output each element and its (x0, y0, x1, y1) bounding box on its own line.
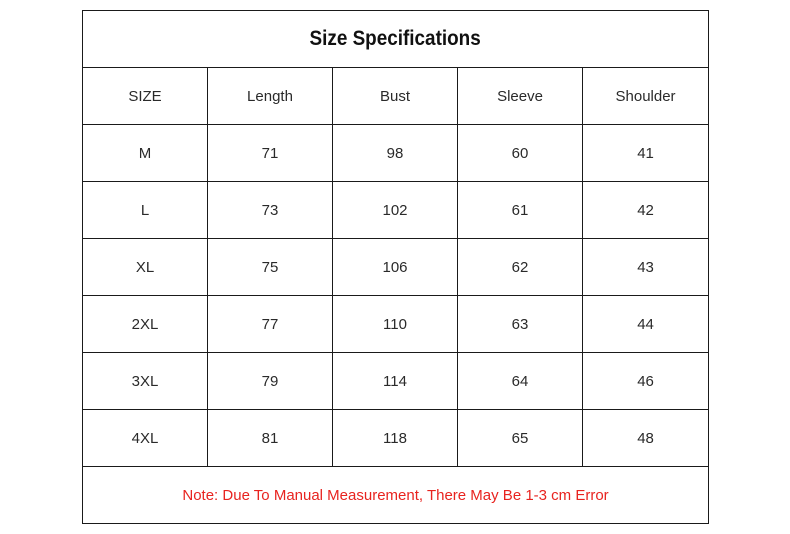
table-row (83, 182, 709, 239)
cell-bust: 106 (333, 239, 458, 296)
cell-shoulder: 44 (583, 296, 709, 353)
cell-bust: 110 (333, 296, 458, 353)
cell-shoulder: 42 (583, 182, 709, 239)
cell-sleeve: 62 (458, 239, 583, 296)
table-row (83, 239, 709, 296)
header-sleeve: Sleeve (458, 68, 583, 125)
cell-size: L (83, 182, 208, 239)
cell-sleeve: 60 (458, 125, 583, 182)
table-title-cell (83, 11, 709, 68)
header-size: SIZE (83, 68, 208, 125)
table-title: Size Specifications (309, 27, 482, 50)
cell-sleeve: 65 (458, 410, 583, 467)
cell-sleeve: 63 (458, 296, 583, 353)
cell-size: 2XL (83, 296, 208, 353)
header-bust: Bust (333, 68, 458, 125)
header-length: Length (208, 68, 333, 125)
note-row (83, 467, 709, 524)
cell-shoulder: 43 (583, 239, 709, 296)
cell-size: 3XL (83, 353, 208, 410)
size-specifications-table (82, 10, 709, 524)
cell-sleeve: 61 (458, 182, 583, 239)
cell-shoulder: 46 (583, 353, 709, 410)
cell-bust: 102 (333, 182, 458, 239)
cell-length: 79 (208, 353, 333, 410)
cell-length: 73 (208, 182, 333, 239)
table-row (83, 125, 709, 182)
cell-bust: 118 (333, 410, 458, 467)
cell-length: 71 (208, 125, 333, 182)
header-row (83, 68, 709, 125)
cell-length: 75 (208, 239, 333, 296)
cell-shoulder: 41 (583, 125, 709, 182)
cell-bust: 98 (333, 125, 458, 182)
cell-size: M (83, 125, 208, 182)
cell-length: 81 (208, 410, 333, 467)
table-row (83, 353, 709, 410)
cell-size: 4XL (83, 410, 208, 467)
cell-shoulder: 48 (583, 410, 709, 467)
cell-length: 77 (208, 296, 333, 353)
table-row (83, 296, 709, 353)
title-row (83, 11, 709, 68)
header-shoulder: Shoulder (583, 68, 709, 125)
table-row (83, 410, 709, 467)
table-body (83, 11, 709, 524)
cell-bust: 114 (333, 353, 458, 410)
cell-size: XL (83, 239, 208, 296)
measurement-note: Note: Due To Manual Measurement, There May Be 1-3 cm Error (83, 467, 709, 524)
cell-sleeve: 64 (458, 353, 583, 410)
